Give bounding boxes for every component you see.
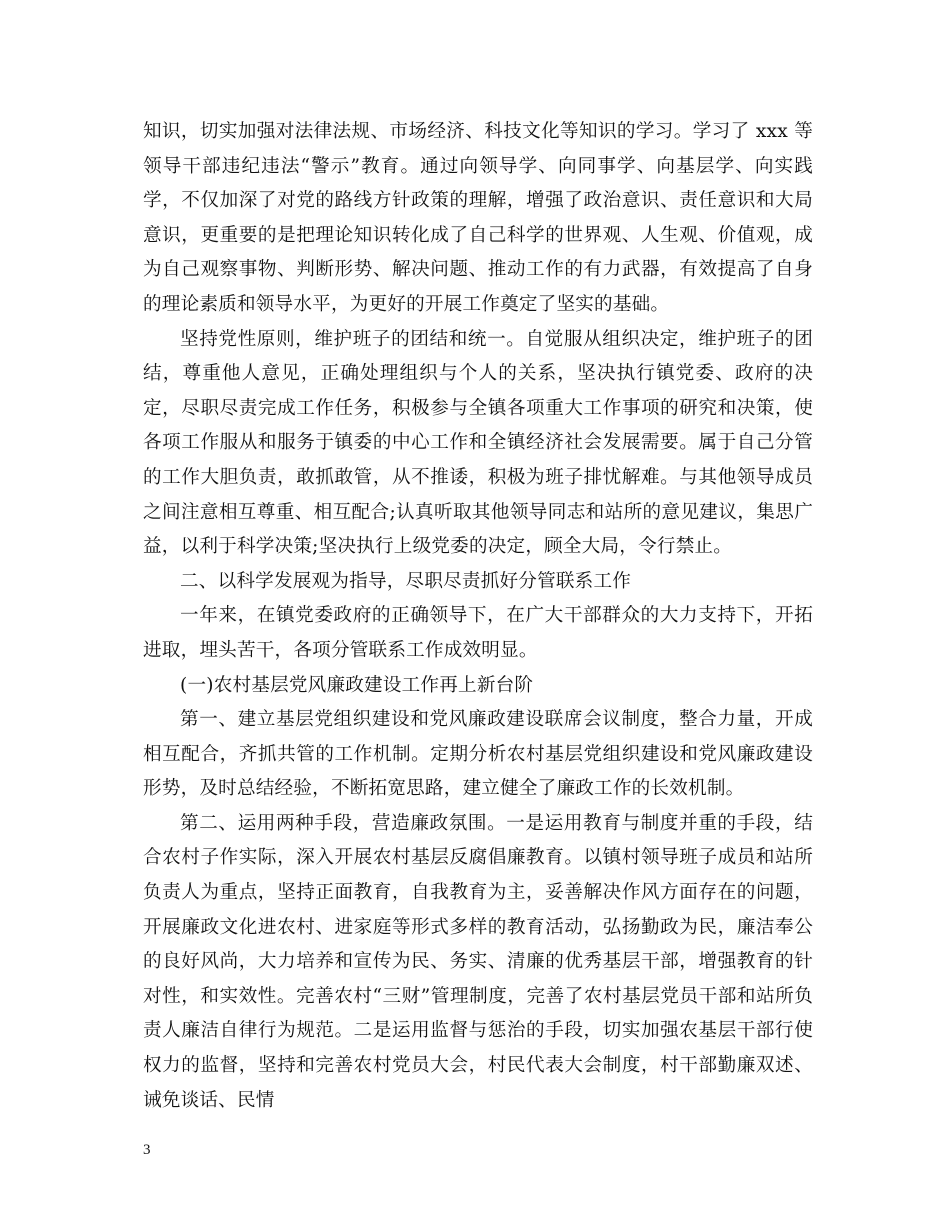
document-body (143, 115, 813, 1118)
paragraph: 第一、建立基层党组织建设和党风廉政建设联席会议制度，整合力量，开成相互配合，齐抓共管的工作机制。定期分析农村基层党组织建设和党风廉政建设形势，及时总结经验，不断拓宽思路，建立健全了廉政工作的长效机制。 (143, 709, 813, 800)
page-number: 3 (143, 1142, 151, 1158)
paragraph: 知识，切实加强对法律法规、市场经济、科技文化等知识的学习。学习了 xxx 等领导干部违纪违法“警示”教育。通过向领导学、向同事学、向基层学、向实践学，不仅加深了对党的路线方针政策的理解，增强了政治意识、责任意识和大局意识，更重要的是把理论知识转化成了自己科学的世界观、人生观、价值观，成为自己观察事物、判断形势、解决问题、推动工作的有力武器，有效提高了自身的理论素质和领导水平，为更好的开展工作奠定了坚实的基础。 (143, 121, 813, 315)
section-heading: 二、以科学发展观为指导，尽职尽责抓好分管联系工作 (180, 570, 632, 592)
paragraph: 坚持党性原则，维护班子的团结和统一。自觉服从组织决定，维护班子的团结，尊重他人意见，正确处理组织与个人的关系，坚决执行镇党委、政府的决定，尽职尽责完成工作任务，积极参与全镇各项重大工作事项的研究和决策，使各项工作服从和服务于镇委的中心工作和全镇经济社会发展需要。属于自己分管的工作大胆负责，敢抓敢管，从不推诿，积极为班子排忧解难。与其他领导成员之间注意相互尊重、相互配合;认真听取其他领导同志和站所的意见建议，集思广益，以利于科学决策;坚决执行上级党委的决定，顾全大局，令行禁止。 (143, 328, 813, 558)
subsection-heading: (一)农村基层党风廉政建设工作再上新台阶 (180, 674, 534, 696)
paragraph: 一年来，在镇党委政府的正确领导下，在广大干部群众的大力支持下，开拓进取，埋头苦干，各项分管联系工作成效明显。 (143, 605, 813, 661)
paragraph: 第二、运用两种手段，营造廉政氛围。一是运用教育与制度并重的手段，结合农村子作实际，深入开展农村基层反腐倡廉教育。以镇村领导班子成员和站所负责人为重点，坚持正面教育，自我教育为主，妥善解决作风方面存在的问题，开展廉政文化进农村、进家庭等形式多样的教育活动，弘扬勤政为民，廉洁奉公的良好风尚，大力培养和宣传为民、务实、清廉的优秀基层干部，增强教育的针对性，和实效性。完善农村“三财”管理制度，完善了农村基层党员干部和站所负责人廉洁自律行为规范。二是运用监督与惩治的手段，切实加强农基层干部行使权力的监督，坚持和完善农村党员大会，村民代表大会制度，村干部勤廉双述、诫免谈话、民情 (143, 812, 813, 1111)
